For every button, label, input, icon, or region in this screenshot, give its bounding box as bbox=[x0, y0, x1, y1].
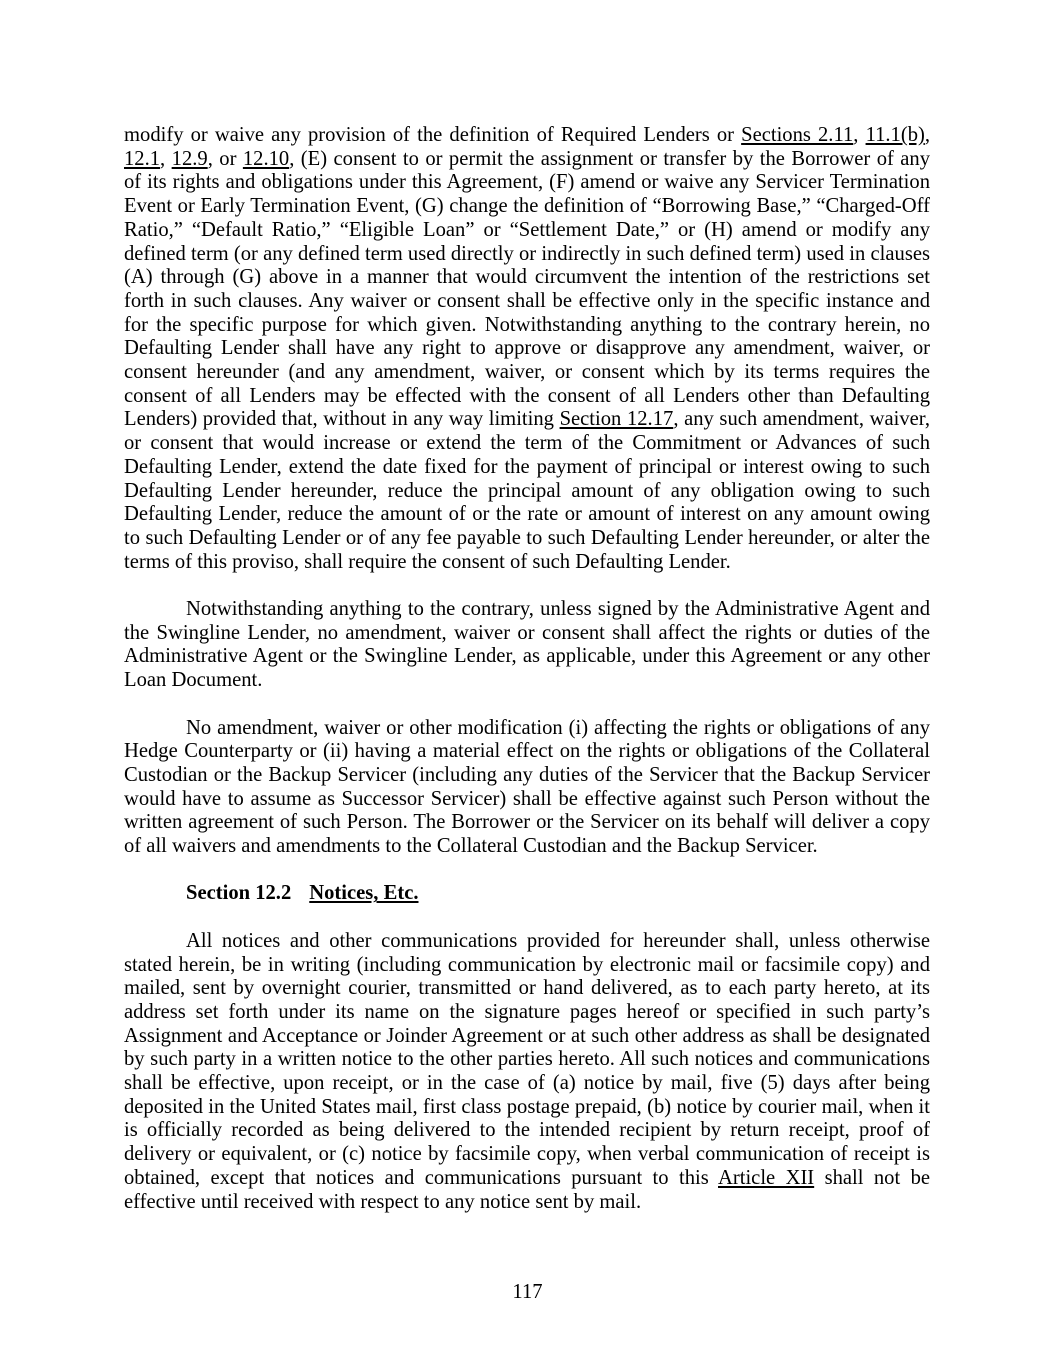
text-run: , any such amendment, waiver, or consent that would increase or extend the term of the Commitment or Advances of such Defaulting Lender, extend the date fixed for the payment of principal or interest owing to such Defaulting Lender hereunder, reduce the principal amount of any obligation owing to such Defaulting Lender, reduce the amount of or the rate or amount of interest on any amount owing to such Defaulting Lender or of any fee payable to such Defaulting Lender hereunder, or alter the terms of this proviso, shall require the consent of such Defaulting Lender. bbox=[124, 408, 930, 573]
section-number: Section 12.2 bbox=[186, 882, 292, 905]
text-run: No amendment, waiver or other modification (i) affecting the rights or obligations of any Hedge Counterparty or (ii) having a material effect on the rights or obligations of the Collateral Custodian or the Backup Servicer (including any duties of the Servicer that the Backup Servicer would have to assume as Successor Servicer) shall be effective against such Person without the written agreement of such Person. The Borrower or the Servicer on its behalf will deliver a copy of all waivers and amendments to the Collateral Custodian and the Backup Servicer. bbox=[124, 716, 930, 858]
section-reference: 12.1 bbox=[124, 147, 161, 170]
paragraph-amendments-continuation bbox=[124, 124, 930, 574]
text-run: , bbox=[924, 124, 931, 146]
section-reference: Section 12.17 bbox=[559, 408, 674, 431]
section-reference: 12.10 bbox=[242, 147, 290, 170]
section-reference: Sections 2.11 bbox=[741, 124, 854, 146]
article-reference: Article XII bbox=[718, 1166, 815, 1189]
text-run: shall not be effective until received with respect to any notice sent by mail. bbox=[124, 1166, 931, 1213]
document-content bbox=[124, 124, 930, 1238]
text-run: Notwithstanding anything to the contrary, unless signed by the Administrative Agent and the Swingline Lender, no amendment, waiver or consent shall affect the rights or duties of the Administrative Agent or the Swingline Lender, as applicable, under this Agreement or any other Loan Document. bbox=[124, 598, 930, 692]
page-number: 117 bbox=[512, 1281, 543, 1303]
text-run: , bbox=[160, 147, 172, 170]
text-run: , bbox=[853, 124, 866, 146]
section-title: Notices, Etc. bbox=[309, 882, 419, 905]
section-reference: 11.1(b) bbox=[865, 124, 925, 146]
section-heading-12-2 bbox=[124, 882, 930, 906]
paragraph-admin-agent-swingline bbox=[124, 598, 930, 693]
section-reference: 12.9 bbox=[171, 147, 208, 170]
text-run: , (E) consent to or permit the assignment or transfer by the Borrower of any of its rights and obligations under this Agreement, (F) amend or waive any Servicer Termination Event or Early Termination Event, (G) change the definition of “Borrowing Base,” “Charged-Off Ratio,” “Default Ratio,” “Eligible Loan” or “Settlement Date,” or (H) amend or modify any defined term (or any defined term used directly or indirectly in such defined term) used in clauses (A) through (G) above in a manner that would circumvent the intention of the restrictions set forth in such clauses. Any waiver or consent shall be effective only in the specific instance and for the specific purpose for which given. Notwithstanding anything to the contrary herein, no Defaulting Lender shall have any right to approve or disapprove any amendment, waiver, or consent hereunder (and any amendment, waiver, or consent which by its terms requires the consent of all Lenders may be effected with the consent of all Lenders other than Defaulting Lenders) provided that, without in any way limiting bbox=[124, 147, 931, 431]
text-run: modify or waive any provision of the definition of Required Lenders or bbox=[124, 124, 742, 146]
paragraph-notices bbox=[124, 930, 930, 1214]
paragraph-hedge-counterparty bbox=[124, 717, 930, 859]
text-run: , or bbox=[207, 147, 243, 170]
text-run: All notices and other communications provided for hereunder shall, unless otherwise stated herein, be in writing (including communication by electronic mail or facsimile copy) and mailed, sent by overnight courier, transmitted or hand delivered, as to each party hereto, at its address set forth under its name on the signature pages hereof or specified in such party’s Assignment and Acceptance or Joinder Agreement or at such other address as shall be designated by such party in a written notice to the other parties hereto. All such notices and communications shall be effective, upon receipt, or in the case of (a) notice by mail, five (5) days after being deposited in the United States mail, first class postage prepaid, (b) notice by courier mail, when it is officially recorded as being delivered to the intended recipient by return receipt, proof of delivery or equivalent, or (c) notice by facsimile copy, when verbal communication of receipt is obtained, except that notices and communications pursuant to this bbox=[124, 929, 930, 1189]
